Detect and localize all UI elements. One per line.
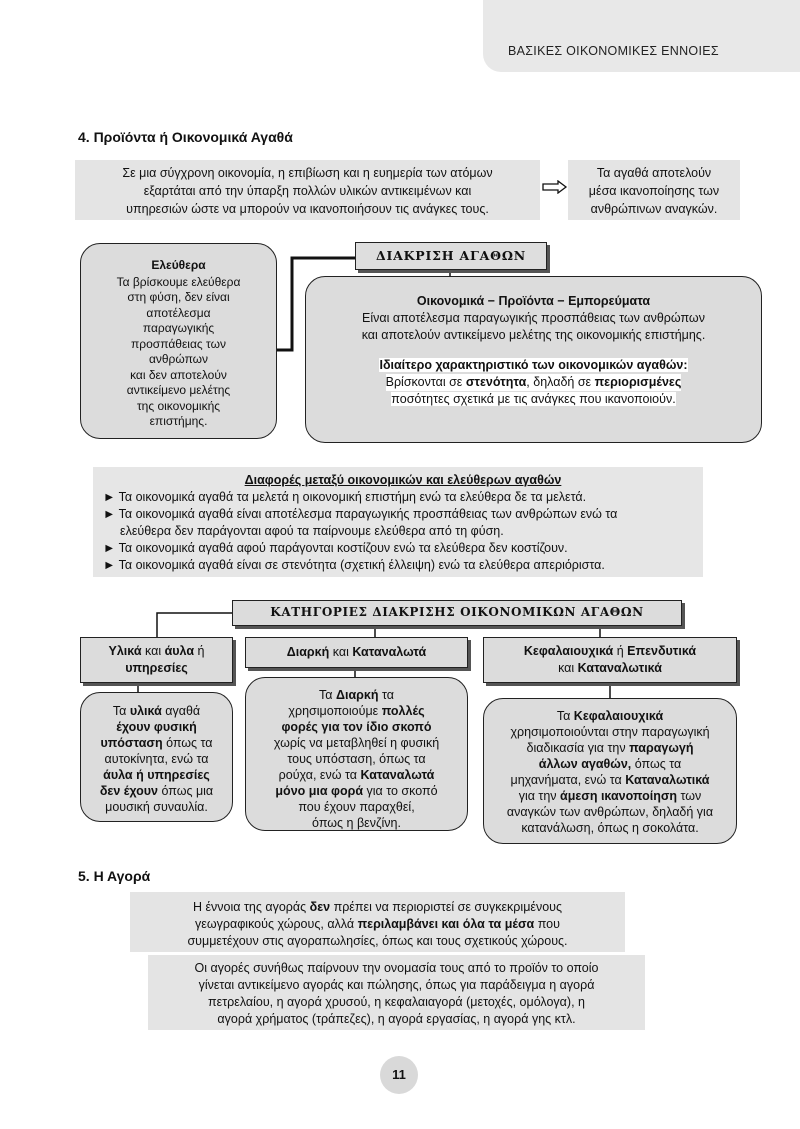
feature-bold-text: περιορισμένες [594, 375, 682, 389]
intro-conclusion-line: μέσα ικανοποίησης των [588, 184, 720, 198]
bullet-icon: ► [103, 490, 116, 504]
free-goods-line: και δεν αποτελούν [130, 367, 227, 382]
intro-line: Σε μια σύγχρονη οικονομία, η επιβίωση και η ευημερία των ατόμων [122, 166, 493, 180]
text: τα [378, 688, 394, 702]
feature-text: ποσότητες σχετικά με τις ανάγκες που ικανοποιούν. [391, 392, 676, 406]
text: αναγκών των ανθρώπων, δηλαδή για [506, 805, 714, 819]
differences-title: Διαφορές μεταξύ οικονομικών και ελεύθερων αγαθών [244, 473, 562, 487]
market-definition-line [130, 899, 625, 916]
category-head-capital: Κεφαλαιουχικά ή Επενδυτικά και Καταναλωτικά [483, 637, 737, 683]
text: πρέπει να περιοριστεί σε συγκεκριμένους [330, 900, 563, 914]
free-goods-line: αποτέλεσμα [146, 305, 211, 320]
market-examples-line: γίνεται αντικείμενο αγοράς και πώλησης, όπως για παράδειγμα η αγορά [198, 978, 595, 992]
intro-box [75, 160, 540, 220]
text: συμμετέχουν στις αγοραπωλησίες, όπως και τους σχετικούς χώρους. [187, 934, 568, 948]
free-goods-line: ανθρώπων [148, 352, 209, 366]
category-body-line [246, 783, 467, 799]
text: που [534, 917, 560, 931]
market-examples-line: Οι αγορές συνήθως παίρνουν την ονομασία τους από το προϊόν το οποίο [194, 961, 599, 975]
market-examples-box [148, 955, 645, 1030]
bold-text: μόνο μια φορά [275, 784, 364, 798]
intro-conclusion-box [568, 160, 740, 220]
text: Τα [319, 688, 336, 702]
category-body-line [81, 767, 232, 783]
text: όπως μια [158, 784, 214, 798]
category-body-line [246, 751, 467, 767]
category-body-line [484, 772, 736, 788]
bold-text: Διαρκή [336, 688, 379, 702]
text: όπως η βενζίνη. [312, 816, 401, 830]
text: χρησιμοποιούμε [288, 704, 382, 718]
economic-goods-line: Είναι αποτέλεσμα παραγωγικής προσπάθειας των ανθρώπων [362, 311, 705, 325]
free-goods-line: της οικονομικής [136, 398, 221, 413]
category-body-line [246, 719, 467, 735]
bold-text: άλλων αγαθών, [538, 757, 632, 771]
category-body-durable [245, 677, 468, 831]
bold-text: πολλές [381, 704, 425, 718]
double-arrow-right-icon [542, 180, 568, 194]
market-definition-line [130, 916, 625, 933]
free-goods-line: παραγωγικής [142, 321, 215, 335]
text: χωρίς να μεταβληθεί η φυσική [273, 736, 440, 750]
categories-title: ΚΑΤΗΓΟΡΙΕΣ ΔΙΑΚΡΙΣΗΣ ΟΙΚΟΝΟΜΙΚΩΝ ΑΓΑΘΩΝ [232, 600, 682, 626]
category-head-durable: Διαρκή και Καταναλωτά [245, 637, 468, 668]
category-body-line [484, 740, 736, 756]
market-examples-line: αγορά χρήματος (τράπεζες), η αγορά εργασίας, η αγορά γης κτλ. [217, 1012, 576, 1026]
category-body-line [81, 799, 232, 815]
bullet-icon: ► [103, 507, 116, 521]
difference-item: ► Τα οικονομικά αγαθά τα μελετά η οικονομική επιστήμη ενώ τα ελεύθερα δε τα μελετά. [103, 490, 587, 504]
intro-line: εξαρτάται από την ύπαρξη πολλών υλικών αντικειμένων και [143, 184, 472, 198]
category-body-line [484, 756, 736, 772]
category-body-line [484, 804, 736, 820]
category-body-line [246, 687, 467, 703]
text: των [677, 789, 702, 803]
category-body-line [246, 815, 467, 831]
bold-text: φορές για τον ίδιο σκοπό [281, 720, 432, 734]
market-definition-line [130, 933, 625, 950]
market-examples-line: πετρελαίου, η αγορά χρυσού, η κεφαλαιαγορά (μετοχές, ομόλογα), η [208, 995, 585, 1009]
difference-item: ► Τα οικονομικά αγαθά είναι σε στενότητα (σχετική έλλειψη) ενώ τα ελεύθερα απεριόριστα. [103, 558, 605, 572]
category-body-line [484, 708, 736, 724]
category-body-line [81, 735, 232, 751]
bold-text: δεν [309, 900, 331, 914]
market-definition-box [130, 892, 625, 952]
free-goods-line: Τα βρίσκουμε ελεύθερα [116, 274, 241, 289]
text: όπως τα [631, 757, 682, 771]
free-goods-line: επιστήμης. [149, 414, 208, 428]
category-body-line [484, 788, 736, 804]
bullet-icon: ► [103, 558, 116, 572]
free-goods-box [80, 243, 277, 439]
category-body-material [80, 692, 233, 822]
feature-text: , δηλαδή σε [526, 375, 595, 389]
category-body-line [484, 820, 736, 836]
text: Τα [112, 704, 130, 718]
page-number: 11 [380, 1056, 418, 1094]
text: για την [518, 789, 561, 803]
text: που έχουν παραχθεί, [298, 800, 415, 814]
category-left-connector [157, 613, 232, 637]
category-body-line [81, 751, 232, 767]
category-body-line [246, 799, 467, 815]
text: τους υπόσταση, όπως τα [287, 752, 426, 766]
free-goods-line: αντικείμενο μελέτης [126, 383, 231, 397]
text: κατανάλωση, όπως η σοκολάτα. [521, 821, 699, 835]
distinction-title: ΔΙΑΚΡΙΣΗ ΑΓΑΘΩΝ [355, 242, 547, 270]
text: χρησιμοποιούνται στην παραγωγική [510, 725, 710, 739]
difference-item: ► Τα οικονομικά αγαθά αφού παράγονται κοστίζουν ενώ τα ελεύθερα δεν κοστίζουν. [103, 541, 568, 555]
text: μουσική συναυλία. [105, 800, 208, 814]
text: όπως τα [162, 736, 213, 750]
category-body-line [484, 724, 736, 740]
bullet-icon: ► [103, 541, 116, 555]
category-body-line [246, 735, 467, 751]
text: Τα [556, 709, 574, 723]
header-title: ΒΑΣΙΚΕΣ ΟΙΚΟΝΟΜΙΚΕΣ ΕΝΝΟΙΕΣ [508, 44, 719, 58]
bold-text: Καταναλωτά [360, 768, 435, 782]
text: διαδικασία για την [526, 741, 630, 755]
difference-item: ► Τα οικονομικά αγαθά είναι αποτέλεσμα παραγωγικής προσπάθειας των ανθρώπων ενώ τα [103, 507, 618, 521]
category-body-line [81, 719, 232, 735]
differences-box [93, 467, 703, 577]
bold-text: περιλαμβάνει και όλα τα μέσα [357, 917, 535, 931]
text: αγαθά [161, 704, 201, 718]
bold-text: άμεση ικανοποίηση [560, 789, 678, 803]
text: γεωγραφικούς χώρους, αλλά [195, 917, 358, 931]
category-body-line [246, 703, 467, 719]
section-4-title: 4. Προϊόντα ή Οικονομικά Αγαθά [78, 129, 293, 145]
header-tab [483, 0, 800, 72]
bold-text: άυλα ή υπηρεσίες [103, 768, 210, 782]
bold-text: υλικά [129, 704, 162, 718]
category-body-line [81, 783, 232, 799]
economic-goods-box [305, 276, 762, 443]
category-body-line [246, 767, 467, 783]
economic-goods-title: Οικονομικά − Προϊόντα − Εμπορεύματα [416, 294, 651, 308]
intro-conclusion-line: Τα αγαθά αποτελούν [596, 166, 712, 180]
bold-text: Καταναλωτικά [625, 773, 710, 787]
free-goods-title: Ελεύθερα [151, 258, 206, 272]
text: για το σκοπό [363, 784, 438, 798]
category-body-line [81, 703, 232, 719]
intro-line: υπηρεσιών ώστε να μπορούν να ικανοποιήσουν τις ανάγκες τους. [126, 202, 489, 216]
feature-bold-text: στενότητα [465, 375, 527, 389]
difference-item-continuation: ελεύθερα δεν παράγονται αφού τα παίρνουμε ελεύθερα από τη φύση. [120, 524, 504, 538]
text: μηχανήματα, ενώ τα [510, 773, 626, 787]
category-body-capital [483, 698, 737, 844]
free-goods-line: προσπάθειας των [131, 336, 226, 351]
free-goods-line: στη φύση, δεν είναι [127, 290, 230, 304]
intro-conclusion-line: ανθρώπινων αναγκών. [590, 202, 718, 216]
economic-goods-feature-title: Ιδιαίτερο χαρακτηριστικό των οικονομικών αγαθών: [379, 358, 688, 372]
section-5-title: 5. Η Αγορά [78, 868, 151, 884]
text: ρούχα, ενώ τα [278, 768, 361, 782]
text: αυτοκίνητα, ενώ τα [104, 752, 209, 766]
feature-text: Βρίσκονται σε [385, 375, 466, 389]
bold-text: Κεφαλαιουχικά [573, 709, 664, 723]
category-head-material: Υλικά και άυλα ή υπηρεσίες [80, 637, 233, 683]
bold-text: παραγωγή [629, 741, 694, 755]
bold-text: υπόσταση [100, 736, 163, 750]
economic-goods-line: και αποτελούν αντικείμενο μελέτης της οικονομικής επιστήμης. [361, 328, 706, 342]
text: Η έννοια της αγοράς [192, 900, 310, 914]
bold-text: δεν έχουν [99, 784, 158, 798]
bold-text: έχουν φυσική [116, 720, 197, 734]
